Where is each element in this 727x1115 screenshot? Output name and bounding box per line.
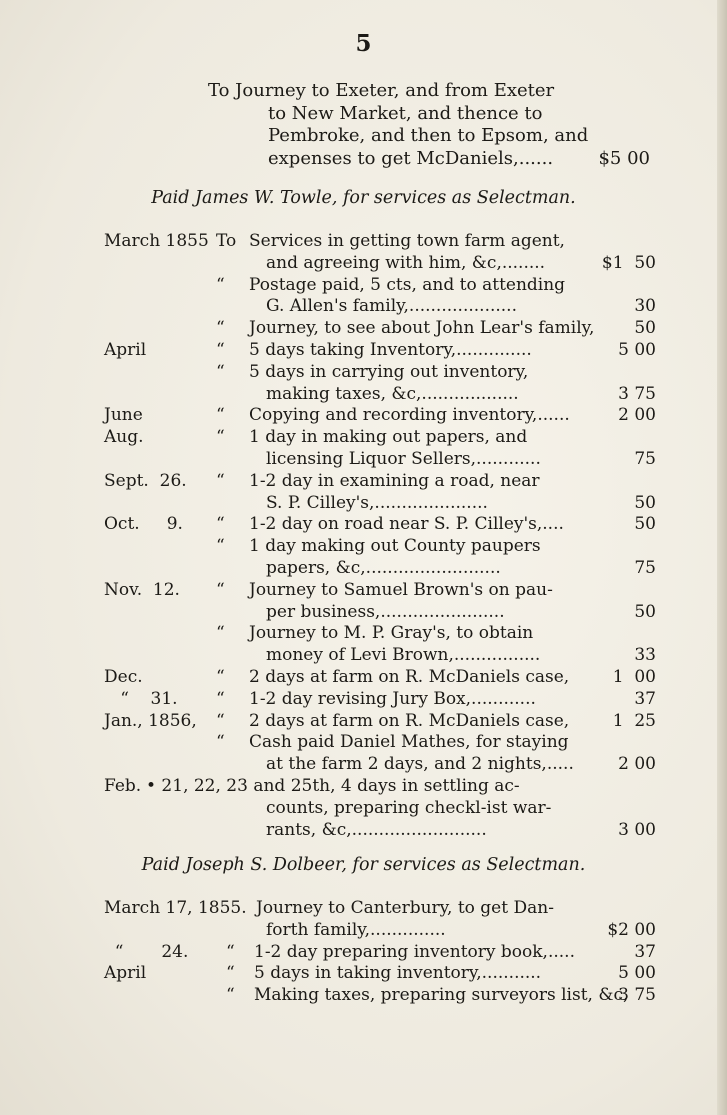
ledger-row [104, 732, 656, 754]
row-description: 2 days at farm on R. McDaniels case, [249, 710, 570, 731]
row-amount: 5 00 [618, 339, 656, 360]
ledger-row [104, 645, 656, 667]
row-ditto-mark: “ [216, 666, 225, 687]
ledger-row [104, 536, 656, 558]
ledger-row [104, 449, 656, 471]
intro-last-line: expenses to get McDaniels,...... [268, 147, 554, 169]
ledger-row [104, 898, 656, 920]
row-ditto-mark: “ [216, 732, 225, 753]
row-amount: 1 25 [612, 710, 656, 731]
intro-entry [208, 80, 658, 170]
row-date: Oct. 9. [104, 514, 183, 535]
row-ditto-mark: “ [216, 405, 225, 426]
ledger-row [104, 776, 656, 798]
ledger-row [104, 942, 656, 964]
ledger-row [104, 493, 656, 515]
row-description: Postage paid, 5 cts, and to attending [249, 274, 566, 295]
ledger-row [104, 820, 656, 842]
ledger-row [104, 580, 656, 602]
row-amount: 37 [634, 941, 656, 962]
row-description: 5 days taking Inventory,.............. [249, 339, 532, 360]
ledger-row [104, 362, 656, 384]
ledger-row [104, 920, 656, 942]
row-amount: 50 [634, 601, 656, 622]
row-description: Journey to Samuel Brown's on pau- [249, 579, 553, 600]
ledger-row [104, 689, 656, 711]
row-amount: 50 [634, 318, 656, 339]
ledger-row [104, 231, 656, 253]
ledger-dolbeer [104, 898, 656, 1007]
row-date: Feb. [104, 775, 142, 796]
row-amount: 33 [634, 645, 656, 666]
row-amount: 30 [634, 296, 656, 317]
ledger-row [104, 985, 656, 1007]
ledger-row [104, 405, 656, 427]
row-date: Dec. [104, 666, 143, 687]
row-ditto-mark: “ [216, 623, 225, 644]
row-amount: 3 00 [618, 819, 656, 840]
row-amount: 75 [634, 557, 656, 578]
row-date: “ 31. [104, 688, 178, 709]
row-amount: 1 00 [612, 666, 656, 687]
row-description: making taxes, &c,.................. [266, 383, 519, 404]
row-ditto-mark: “ [216, 688, 225, 709]
row-amount: 37 [634, 688, 656, 709]
row-ditto-mark: “ [216, 710, 225, 731]
row-ditto-mark: “ [226, 963, 235, 984]
row-date: “ 24. [104, 941, 189, 962]
row-amount: 3 75 [618, 383, 656, 404]
row-ditto-mark: “ [226, 985, 235, 1006]
ledger-row [104, 798, 656, 820]
row-description: money of Levi Brown,................ [266, 645, 541, 666]
row-description: Services in getting town farm agent, [249, 231, 565, 251]
row-description: 1-2 day in examining a road, near [249, 470, 540, 491]
ledger-row [104, 963, 656, 985]
intro-line: to New Market, and thence to [268, 102, 543, 124]
row-description: papers, &c,......................... [266, 557, 501, 578]
row-description: Journey to Canterbury, to get Dan- [256, 898, 554, 918]
row-ditto-mark: “ [216, 514, 225, 535]
row-ditto-mark: “ [216, 470, 225, 491]
row-description: and agreeing with him, &c,........ [266, 252, 546, 273]
row-ditto-mark: To [216, 231, 237, 251]
page-number: 5 [355, 30, 372, 57]
row-amount: $2 00 [607, 919, 656, 940]
ledger-row [104, 558, 656, 580]
row-amount: 50 [634, 514, 656, 535]
row-description: 5 days in taking inventory,........... [254, 963, 542, 984]
row-amount: 2 00 [618, 754, 656, 775]
row-date: Sept. 26. [104, 470, 187, 491]
row-description: licensing Liquor Sellers,............ [266, 448, 541, 469]
ledger-row [104, 384, 656, 406]
ledger-row [104, 340, 656, 362]
row-description: Cash paid Daniel Mathes, for staying [249, 732, 569, 753]
intro-line: Pembroke, and then to Epsom, and [268, 125, 589, 146]
row-date: Nov. 12. [104, 579, 180, 600]
row-amount: 3 75 [618, 985, 656, 1006]
row-ditto-mark: “ [216, 274, 225, 295]
ledger-row [104, 623, 656, 645]
row-amount: $1 50 [601, 252, 656, 273]
row-date: March 17, 1855. [104, 898, 247, 918]
row-description: 1-2 day on road near S. P. Cilley's,.... [249, 514, 564, 535]
row-description: counts, preparing checkl-ist war- [266, 797, 552, 818]
row-ditto-mark: “ [216, 361, 225, 382]
row-amount: 75 [634, 448, 656, 469]
ledger-row [104, 754, 656, 776]
ledger-row [104, 667, 656, 689]
ledger-row [104, 253, 656, 275]
row-amount: 5 00 [618, 963, 656, 984]
row-ditto-mark: “ [216, 579, 225, 600]
row-description: Making taxes, preparing surveyors list, &c, [254, 985, 629, 1006]
row-ditto-mark: “ [216, 339, 225, 360]
row-description: forth family,.............. [266, 919, 446, 940]
row-ditto-mark: “ [216, 318, 225, 339]
row-amount: 2 00 [618, 405, 656, 426]
row-date: April [104, 339, 147, 360]
ledger-row [104, 318, 656, 340]
row-description: 1-2 day revising Jury Box,............ [249, 688, 536, 709]
row-ditto-mark: “ [226, 941, 235, 962]
ledger-row [104, 275, 656, 297]
row-description: G. Allen's family,.................... [266, 296, 517, 317]
row-amount: 50 [634, 492, 656, 513]
row-description: at the farm 2 days, and 2 nights,..... [266, 754, 574, 775]
row-ditto-mark: “ [216, 427, 225, 448]
intro-line: To Journey to Exeter, and from Exeter [208, 80, 555, 101]
row-description: • 21, 22, 23 and 25th, 4 days in settling ac- [146, 775, 520, 796]
row-description: per business,....................... [266, 601, 505, 622]
row-description: 1 day in making out papers, and [249, 427, 528, 448]
section-heading-dolbeer: Paid Joseph S. Dolbeer, for services as Selectman. [141, 855, 586, 875]
ledger-row [104, 471, 656, 493]
row-date: Aug. [104, 427, 144, 448]
row-description: 2 days at farm on R. McDaniels case, [249, 666, 570, 687]
intro-amount: $5 00 [598, 147, 650, 169]
row-ditto-mark: “ [216, 536, 225, 557]
row-date: June [104, 405, 143, 426]
page-edge [717, 0, 727, 1115]
row-description: rants, &c,......................... [266, 819, 487, 840]
row-description: Copying and recording inventory,...... [249, 405, 570, 426]
intro-line [208, 148, 658, 171]
row-description: 1 day making out County paupers [249, 536, 541, 557]
ledger-towle [104, 231, 656, 841]
row-description: Journey, to see about John Lear's family, [249, 318, 595, 339]
section-heading-towle: Paid James W. Towle, for services as Selectman. [151, 188, 576, 208]
row-date: March 1855 [104, 231, 209, 251]
row-description: 1-2 day preparing inventory book,..... [254, 941, 575, 962]
row-description: 5 days in carrying out inventory, [249, 361, 529, 382]
ledger-row [104, 602, 656, 624]
ledger-row [104, 711, 656, 733]
row-description: S. P. Cilley's,..................... [266, 492, 488, 513]
row-date: Jan., 1856, [104, 710, 197, 731]
row-description: Journey to M. P. Gray's, to obtain [249, 623, 534, 644]
ledger-row [104, 514, 656, 536]
ledger-row [104, 427, 656, 449]
row-date: April [104, 963, 147, 984]
ledger-row [104, 296, 656, 318]
